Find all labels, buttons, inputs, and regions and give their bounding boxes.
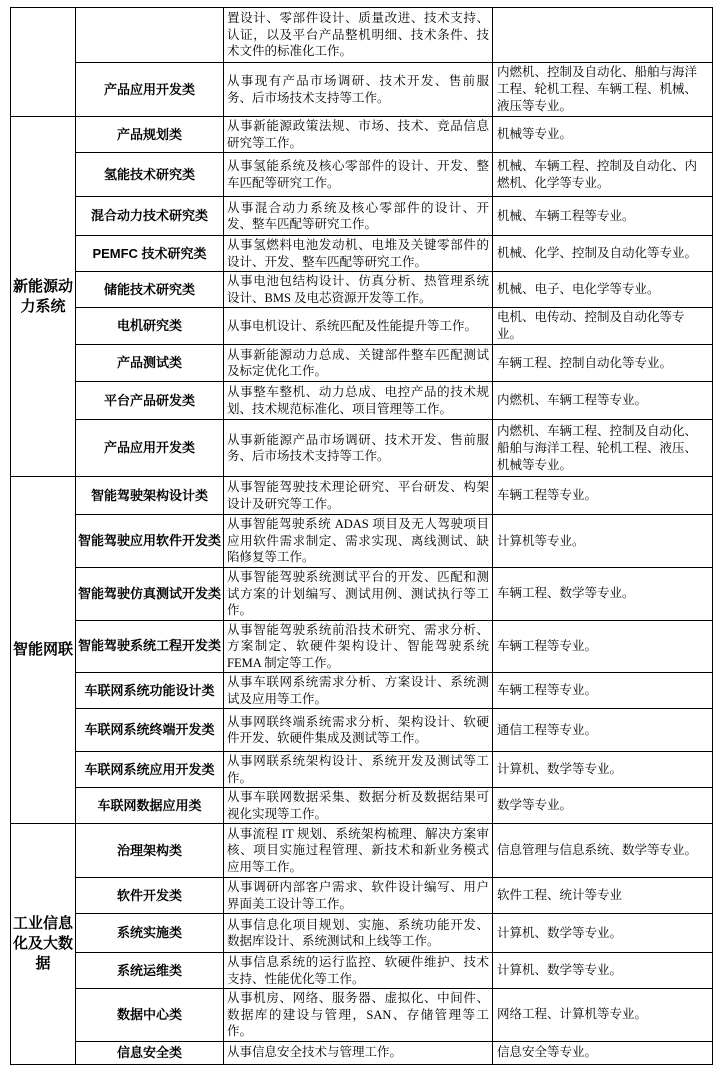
job-type-cell: 车联网系统终端开发类 — [76, 709, 224, 752]
majors-cell: 计算机等专业。 — [493, 515, 713, 568]
table-row — [11, 620, 713, 673]
majors-cell: 计算机、数学等专业。 — [493, 914, 713, 953]
majors-cell: 内燃机、车辆工程、控制及自动化、船舶与海洋工程、轮机工程、液压、机械等专业。 — [493, 420, 713, 477]
table-row — [11, 8, 713, 63]
job-type-cell: 产品应用开发类 — [76, 63, 224, 117]
table-row — [11, 420, 713, 477]
table-row — [11, 673, 713, 709]
table-row — [11, 345, 713, 382]
table-row — [11, 382, 713, 420]
job-desc-cell: 从事新能源动力总成、关键部件整车匹配测试及标定优化工作。 — [224, 345, 493, 382]
group-cell-new-energy: 新能源动力系统 — [11, 117, 76, 477]
majors-cell: 数学等专业。 — [493, 788, 713, 824]
job-desc-cell: 从事智能驾驶系统 ADAS 项目及无人驾驶项目应用软件需求制定、需求实现、离线测试、缺陷修复等工作。 — [224, 515, 493, 568]
job-type-cell: 储能技术研究类 — [76, 272, 224, 308]
job-desc-cell: 从事信息系统的运行监控、软硬件维护、技术支持、性能优化等工作。 — [224, 953, 493, 989]
table-row — [11, 914, 713, 953]
job-desc-cell: 从事智能驾驶系统前沿技术研究、需求分析、方案制定、软硬件架构设计、智能驾驶系统 FEMA 制定等工作。 — [224, 620, 493, 673]
table-row — [11, 953, 713, 989]
job-desc-cell: 从事信息化项目规划、实施、系统功能开发、数据库设计、系统测试和上线等工作。 — [224, 914, 493, 953]
job-desc-cell: 从事车联网系统需求分析、方案设计、系统测试及应用等工作。 — [224, 673, 493, 709]
job-type-cell: 氢能技术研究类 — [76, 153, 224, 197]
group-cell-intelligent-connectivity: 智能网联 — [11, 477, 76, 824]
majors-cell: 电机、电传动、控制及自动化等专业。 — [493, 308, 713, 345]
majors-cell: 内燃机、控制及自动化、船舶与海洋工程、轮机工程、车辆工程、机械、液压等专业。 — [493, 63, 713, 117]
table-row — [11, 236, 713, 272]
job-type-cell: 产品测试类 — [76, 345, 224, 382]
majors-cell: 机械、电子、电化学等专业。 — [493, 272, 713, 308]
job-type-cell — [76, 8, 224, 63]
job-type-cell: 软件开发类 — [76, 878, 224, 914]
majors-cell: 车辆工程等专业。 — [493, 477, 713, 515]
majors-cell: 计算机、数学等专业。 — [493, 752, 713, 788]
job-desc-cell: 从事氢燃料电池发动机、电堆及关键零部件的设计、开发、整车匹配等研究工作。 — [224, 236, 493, 272]
job-desc-cell: 从事信息安全技术与管理工作。 — [224, 1041, 493, 1064]
table-row — [11, 824, 713, 878]
majors-cell: 机械、车辆工程、控制及自动化、内燃机、化学等专业。 — [493, 153, 713, 197]
majors-cell: 车辆工程等专业。 — [493, 673, 713, 709]
job-type-cell: 混合动力技术研究类 — [76, 197, 224, 236]
job-desc-cell: 从事车联网数据采集、数据分析及数据结果可视化实现等工作。 — [224, 788, 493, 824]
majors-cell: 计算机、数学等专业。 — [493, 953, 713, 989]
job-desc-cell: 从事网联系统架构设计、系统开发及测试等工作。 — [224, 752, 493, 788]
job-desc-cell: 从事新能源产品市场调研、技术开发、售前服务、后市场技术支持等工作。 — [224, 420, 493, 477]
job-type-cell: 产品规划类 — [76, 117, 224, 153]
majors-cell: 通信工程等专业。 — [493, 709, 713, 752]
job-desc-cell: 从事整车整机、动力总成、电控产品的技术规划、技术规范标准化、项目管理等工作。 — [224, 382, 493, 420]
table-row — [11, 515, 713, 568]
table-row — [11, 788, 713, 824]
majors-cell: 软件工程、统计等专业 — [493, 878, 713, 914]
table-row — [11, 477, 713, 515]
job-desc-cell: 从事现有产品市场调研、技术开发、售前服务、后市场技术支持等工作。 — [224, 63, 493, 117]
table-row — [11, 709, 713, 752]
table-row — [11, 153, 713, 197]
majors-cell: 车辆工程、数学等专业。 — [493, 568, 713, 621]
job-type-cell: PEMFC 技术研究类 — [76, 236, 224, 272]
majors-cell: 网络工程、计算机等专业。 — [493, 989, 713, 1042]
job-desc-cell: 从事流程 IT 规划、系统架构梳理、解决方案审核、项目实施过程管理、新技术和新业务模式应用等工作。 — [224, 824, 493, 878]
job-type-cell: 电机研究类 — [76, 308, 224, 345]
job-type-cell: 智能驾驶架构设计类 — [76, 477, 224, 515]
table-row — [11, 117, 713, 153]
majors-cell: 车辆工程等专业。 — [493, 620, 713, 673]
job-desc-cell: 从事智能驾驶系统测试平台的开发、匹配和测试方案的计划编写、测试用例、测试执行等工作。 — [224, 568, 493, 621]
job-desc-cell: 从事网联终端系统需求分析、架构设计、软硬件开发、软硬件集成及测试等工作。 — [224, 709, 493, 752]
majors-cell: 机械等专业。 — [493, 117, 713, 153]
table-row — [11, 63, 713, 117]
majors-cell: 信息安全等专业。 — [493, 1041, 713, 1064]
job-type-cell: 产品应用开发类 — [76, 420, 224, 477]
table-row — [11, 989, 713, 1042]
job-desc-cell: 从事调研内部客户需求、软件设计编写、用户界面美工设计等工作。 — [224, 878, 493, 914]
job-type-cell: 治理架构类 — [76, 824, 224, 878]
majors-cell: 内燃机、车辆工程等专业。 — [493, 382, 713, 420]
job-desc-cell: 置设计、零部件设计、质量改进、技术支持、认证，以及平台产品整机明细、技术条件、技术文件的标准化工作。 — [224, 8, 493, 63]
table-row — [11, 1041, 713, 1064]
job-desc-cell: 从事机房、网络、服务器、虚拟化、中间件、数据库的建设与管理，SAN、存储管理等工作。 — [224, 989, 493, 1042]
job-type-cell: 系统实施类 — [76, 914, 224, 953]
majors-cell: 车辆工程、控制自动化等专业。 — [493, 345, 713, 382]
job-type-cell: 系统运维类 — [76, 953, 224, 989]
job-type-cell: 车联网数据应用类 — [76, 788, 224, 824]
job-desc-cell: 从事新能源政策法规、市场、技术、竞品信息研究等工作。 — [224, 117, 493, 153]
group-cell — [11, 8, 76, 117]
majors-cell: 机械、化学、控制及自动化等专业。 — [493, 236, 713, 272]
job-category-table — [10, 7, 713, 1065]
job-desc-cell: 从事混合动力系统及核心零部件的设计、开发、整车匹配等研究工作。 — [224, 197, 493, 236]
job-type-cell: 智能驾驶应用软件开发类 — [76, 515, 224, 568]
majors-cell: 机械、车辆工程等专业。 — [493, 197, 713, 236]
job-type-cell: 智能驾驶系统工程开发类 — [76, 620, 224, 673]
job-type-cell: 车联网系统应用开发类 — [76, 752, 224, 788]
group-cell-industrial-it-bigdata: 工业信息化及大数据 — [11, 824, 76, 1065]
table-row — [11, 752, 713, 788]
job-desc-cell: 从事氢能系统及核心零部件的设计、开发、整车匹配等研究工作。 — [224, 153, 493, 197]
job-desc-cell: 从事智能驾驶技术理论研究、平台研发、构架设计及研究等工作。 — [224, 477, 493, 515]
table-row — [11, 308, 713, 345]
job-type-cell: 平台产品研发类 — [76, 382, 224, 420]
job-type-cell: 智能驾驶仿真测试开发类 — [76, 568, 224, 621]
majors-cell — [493, 8, 713, 63]
table-row — [11, 272, 713, 308]
job-type-cell: 信息安全类 — [76, 1041, 224, 1064]
table-row — [11, 568, 713, 621]
table-row — [11, 878, 713, 914]
table-row — [11, 197, 713, 236]
majors-cell: 信息管理与信息系统、数学等专业。 — [493, 824, 713, 878]
job-desc-cell: 从事电机设计、系统匹配及性能提升等工作。 — [224, 308, 493, 345]
job-desc-cell: 从事电池包结构设计、仿真分析、热管理系统设计、BMS 及电芯资源开发等工作。 — [224, 272, 493, 308]
job-type-cell: 车联网系统功能设计类 — [76, 673, 224, 709]
job-type-cell: 数据中心类 — [76, 989, 224, 1042]
